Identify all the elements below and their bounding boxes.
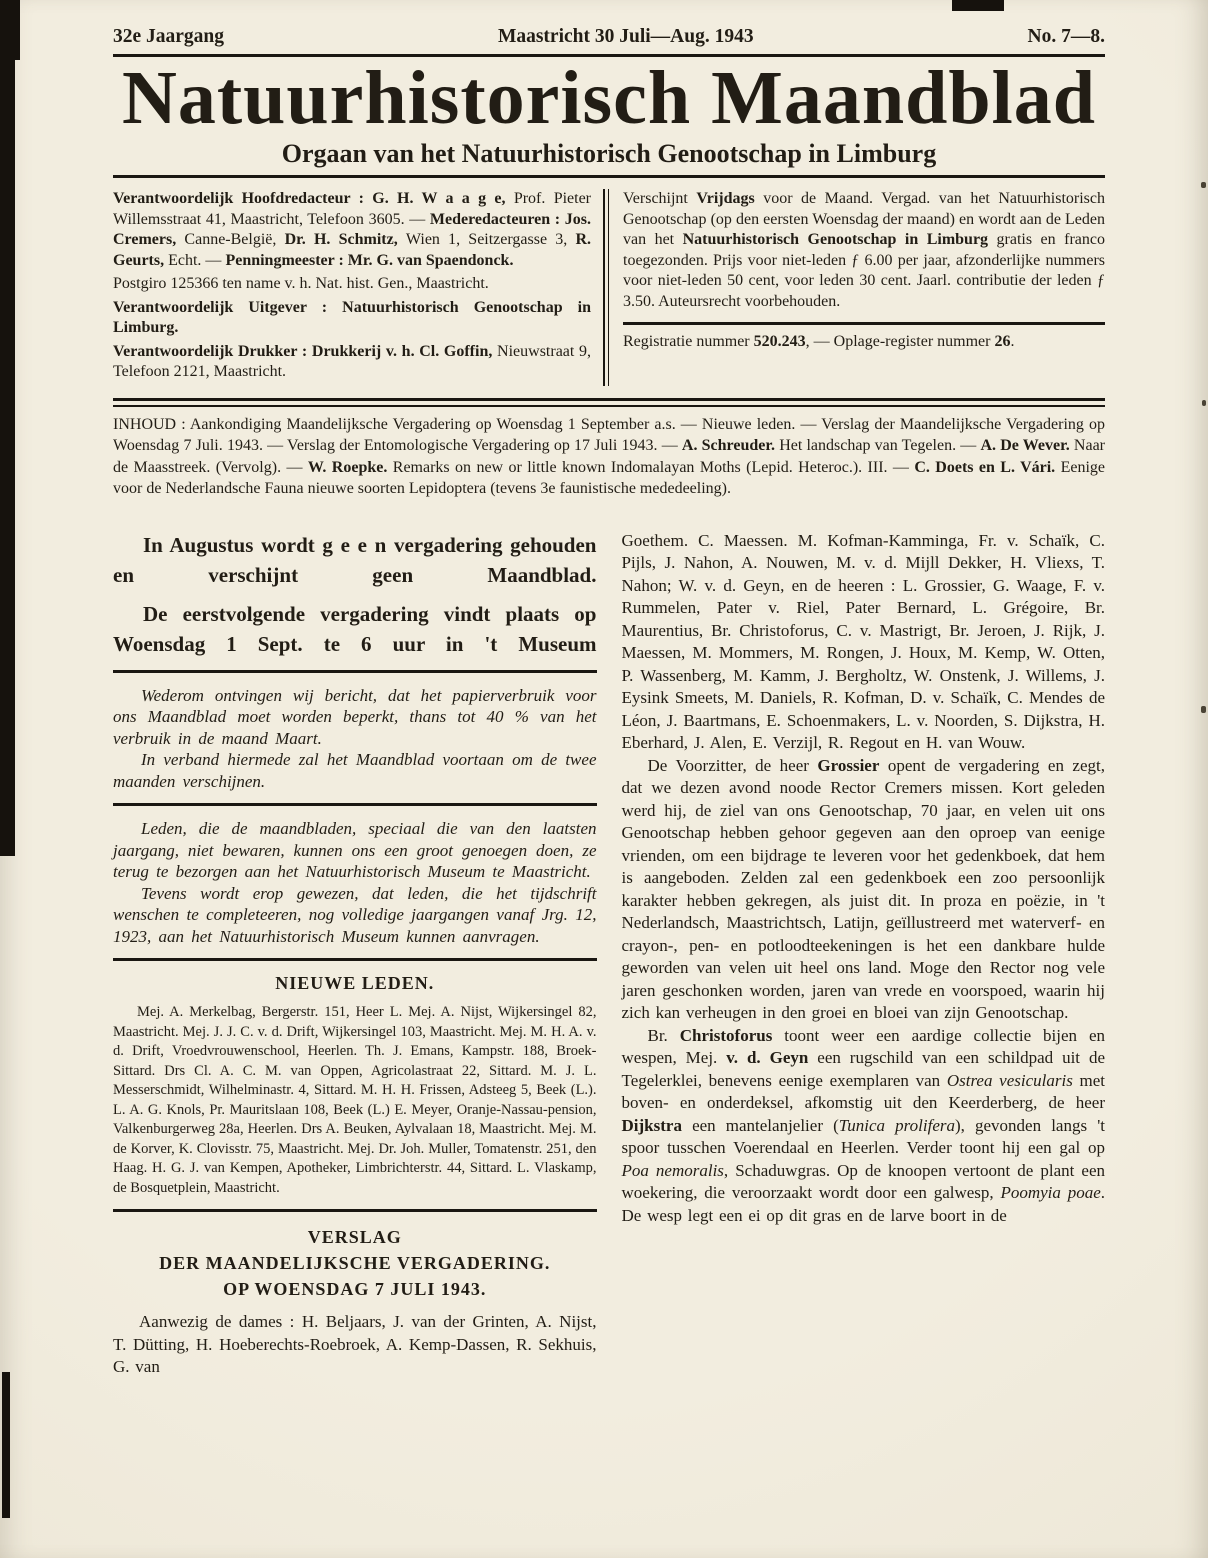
section-rule <box>113 958 597 961</box>
table-of-contents: INHOUD : Aankondiging Maandelijksche Vergadering op Woensdag 1 September a.s. — Nieuwe leden. — Verslag der Maandelijksche Vergadering op Woensdag 7 Juli. 1943. — Verslag der Entomologische Vergadering op 17 Juli 1943. — A. Schreuder. Het landschap van Tegelen. — A. De Wever. Naar de Maasstreek. (Vervolg). — W. Roepke. Remarks on new or little known Indomalayan Moths (Lepid. Heteroc.). III. — C. Doets en L. Vári. Eenige voor de Nederlandsche Fauna nieuwe soorten Lepidoptera (tevens 3e faunistische mededeeling). <box>113 415 1106 497</box>
body-columns <box>113 530 1105 1379</box>
meeting-report-heading-line: VERSLAG <box>307 1227 402 1247</box>
page-subtitle: Orgaan van het Natuurhistorisch Genootschap in Limburg <box>281 139 937 168</box>
subtitle-rule <box>113 175 1105 178</box>
scan-speck <box>1202 400 1206 406</box>
scan-artifact-left-band <box>0 0 15 856</box>
masthead-postgiro: Postgiro 125366 ten name v. h. Nat. hist. Gen., Maastricht. <box>113 275 489 292</box>
new-members-heading: NIEUWE LEDEN. <box>275 973 435 993</box>
scan-artifact-left-corner <box>15 0 20 60</box>
chairman-paragraph: De Voorzitter, de heer Grossier opent de vergadering en zegt, dat we dezen avond noode Rector Cremers missen. Kort geleden werd hij, de ziel van ons Genootschap, 70 jaar, en velen uit ons Genootschap hebben gehoor gegeven aan den oproep van eenige vrienden, om een bijdrage te leveren voor het gedenkboek, dat hem is aangeboden. Zelden zal een gedenkboek een zoo persoonlijk karakter hebben gekregen, als juist dit. In proza en poëzie, in 't Nederlandsch, Maastrichtsch, Latijn, geïllustreerd met waterverf- en crayon-, pen- en potloodteekeningen is het een dankbare hulde geworden van velen uit heel ons land. Moge den Rector nog vele jaren geschonken worden, jaren van vrede en voorspoed, waarin hij zich kan verheugen in den groei en bloei van zijn Genootschap. <box>621 755 1105 1022</box>
issue-number: No. 7—8. <box>1027 26 1105 47</box>
meeting-report-heading-line: OP WOENSDAG 7 JULI 1943. <box>223 1279 487 1299</box>
bimonthly-notice: In verband hiermede zal het Maandblad voortaan om de twee maanden verschijnen. <box>113 750 597 791</box>
page-content <box>113 26 1105 1379</box>
scan-artifact-top-mark <box>952 0 1004 11</box>
section-rule <box>113 1209 597 1212</box>
right-column <box>622 530 1106 1379</box>
august-announcement: In Augustus wordt g e e n vergadering gehouden en verschijnt geen Maandblad. <box>113 532 597 587</box>
date-line: Maastricht 30 Juli—Aug. 1943 <box>497 26 754 47</box>
masthead <box>113 184 1105 390</box>
specimens-paragraph: Br. Christoforus toont weer een aardige collectie bijen en wespen, Mej. v. d. Geyn een rugschild van een schildpad uit de Tegelerklei, benevens eenige exemplaren van Ostrea vesicularis met boven- en onderdeksel, afkomstig uit den Keerderberg, de heer Dijkstra een mantelanjelier (Tunica prolifera), gevonden langs 't spoor tusschen Voerendaal en Heerlen. Verder toont hij een gal op Poa nemoralis, Schaduwgras. Op de knoopen vertoont de plant een woekering, die veroorzaakt wordt door een galwesp, Poomyia poae. De wesp legt een ei op dit gras en de larve boort in de <box>621 1025 1106 1225</box>
scan-speck <box>1201 182 1206 188</box>
masthead-editors: Verantwoordelijk Hoofdredacteur : G. H. W a a g e, Prof. Pieter Willemsstraat 41, Maastricht, Telefoon 3605. — Mederedacteuren : Jos. Cremers, Canne-België, Dr. H. Schmitz, Wien 1, Seitzergasse 3, R. Geurts, Echt. — Penningmeester : Mr. G. van Spaendonck. <box>113 190 592 269</box>
scan-artifact-left-strip <box>2 1372 10 1518</box>
attendees-paragraph: Aanwezig de dames : H. Beljaars, J. van der Grinten, A. Nijst, T. Dütting, H. Hoeberechts-Roebroek, A. Kemp-Dassen, R. Sekhuis, G. van <box>113 1312 597 1376</box>
masthead-subscription-column <box>609 189 1105 386</box>
masthead-printer: Verantwoordelijk Drukker : Drukkerij v. h. Cl. Goffin, Nieuwstraat 9, Telefoon 2121, Maastricht. <box>113 342 592 380</box>
registration-rule <box>623 322 1105 325</box>
section-rule <box>113 803 597 806</box>
scan-speck <box>1201 706 1206 713</box>
attendees-continued-paragraph: Goethem. C. Maessen. M. Kofman-Kamminga, Fr. v. Schaïk, C. Pijls, J. Nahon, A. Nouwen, M. v. d. Mijll Dekker, H. Vliexs, T. Nahon; W. v. d. Geyn, en de heeren : L. Grossier, G. Waage, F. v. Rummelen, Pater v. Riel, Pater Bernard, L. Grégoire, Br. Maurentius, Br. Christoforus, C. v. Mastrigt, Br. Jeroen, J. Rijk, J. Maessen, M. Mommers, M. Rongen, J. Houx, M. Kemp, W. Otten, P. Wassenberg, M. Kamm, J. Bergholtz, W. Onstenk, J. Willems, J. Eysink Smeets, M. Daniels, R. Kofman, D. v. Schaïk, C. Mendes de Léon, J. Baartmans, E. Schoenmakers, L. v. Noorden, S. Dijkstra, H. Eberhard, J. Alen, E. Verzijl, R. Regout en H. van Wouw. <box>621 530 1105 752</box>
return-issues-notice: Leden, die de maandbladen, speciaal die van den laatsten jaargang, niet bewaren, kunnen ons een groot genoegen doen, ze terug te bezorgen aan het Natuurhistorisch Museum te Maastricht. <box>113 819 597 881</box>
meeting-report-heading-line: DER MAANDELIJKSCHE VERGADERING. <box>159 1253 551 1273</box>
issue-header <box>113 26 1105 48</box>
back-issues-notice: Tevens wordt erop gewezen, dat leden, die het tijdschrift wenschen te completeeren, nog volledige jaargangen vanaf Jrg. 12, 1923, aan het Natuurhistorisch Museum kunnen aanvragen. <box>113 883 597 946</box>
paper-restriction-notice: Wederom ontvingen wij bericht, dat het papierverbruik voor ons Maandblad moet worden beperkt, thans tot 40 % van het verbruik in de maand Maart. <box>113 685 597 748</box>
masthead-publisher: Verantwoordelijk Uitgever : Natuurhistorisch Genootschap in Limburg. <box>113 298 591 336</box>
section-rule <box>113 670 597 673</box>
meeting-report-heading <box>113 1224 597 1302</box>
masthead-subscription-info: Verschijnt Vrijdags voor de Maand. Vergad. van het Natuurhistorisch Genootschap (op den eersten Woensdag der maand) en wordt aan de Leden van het Natuurhistorisch Genootschap in Limburg gratis en franco toegezonden. Prijs voor niet-leden ƒ 6.00 per jaar, afzonderlijke nummers voor niet-leden 50 cent, voor leden 30 cent. Jaarl. contributie der leden ƒ 3.50. Auteursrecht voorbehouden. <box>623 190 1106 310</box>
contents-top-rule <box>113 398 1105 407</box>
next-meeting-announcement: De eerstvolgende vergadering vindt plaats op Woensdag 1 Sept. te 6 uur in 't Museum <box>113 601 597 656</box>
page-title: Natuurhistorisch Maandblad <box>121 56 1097 140</box>
masthead-editorial-column <box>113 189 603 386</box>
volume-label: 32e Jaargang <box>113 26 225 47</box>
new-members-list: Mej. A. Merkelbag, Bergerstr. 151, Heer L. Mej. A. Nijst, Wijkersingel 82, Maastricht. Mej. J. J. C. v. d. Drift, Wijkersingel 103, Maastricht. Mej. M. H. A. v. d. Drift, Vroedvrouwenschool, Heerlen. Th. J. Emans, Kampstr. 188, Broek-Sittard. Drs Cl. A. C. M. van Oppen, Agricolastraat 22, Sittard. M. J. L. Messerschmidt, Wilhelminastr. 4, Sittard. M. H. H. Frissen, Adsteeg 5, Beek (L.). L. A. G. Knols, Pr. Mauritslaan 108, Beek (L.) E. Meyer, Oranje-Nassau-pension, Valkenburgerweg 28a, Heerlen. Drs A. Beuken, Aylvalaan 18, Maastricht. Mej. M. de Korver, K. Clovisstr. 75, Maastricht. Mej. Dr. Joh. Muller, Tomatenstr. 251, den Haag. H. G. J. van Kempen, Apotheker, Limbrichterstr. 44, Sittard. L. Vlaskamp, de Bosquetplein, Maastricht. <box>113 1004 597 1196</box>
left-column <box>113 530 597 1379</box>
registration-line: Registratie nummer 520.243, — Oplage-register nummer 26. <box>623 333 1015 350</box>
